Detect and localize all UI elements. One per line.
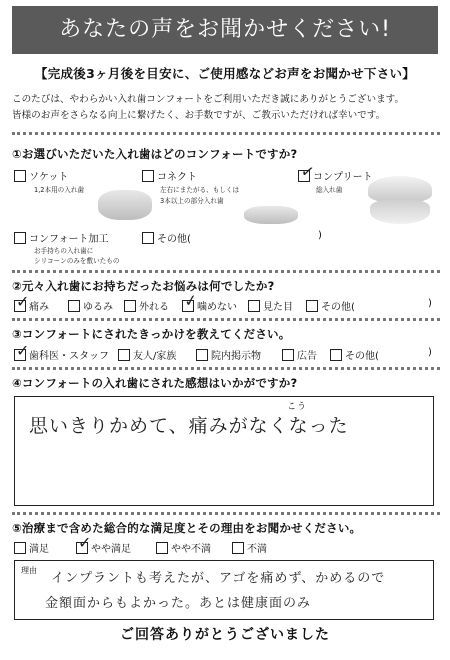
dotted-divider [12,270,440,273]
reason-handwritten-line-2: 金額面からもよかった。あとは健康面のみ [45,596,312,611]
checkbox[interactable] [14,232,26,244]
q2-other-close: ) [428,298,432,309]
q4-question: ④コンフォートの入れ歯にされた感想はいかがですか? [12,376,298,390]
checkbox[interactable] [14,542,26,554]
q3-option-advertisement[interactable] [282,347,317,362]
intro-text [12,92,442,124]
checkbox[interactable] [306,300,318,312]
option-label: ゆるみ [83,302,113,313]
intro-line-1: このたびは、やわらかい入れ歯コンフォートをご利用いただき誠にありがとうございます。 [12,94,405,105]
q4-ruby-note: こう [287,402,308,412]
option-label: その他( [157,234,191,245]
q3-option-other[interactable] [330,347,379,362]
intro-line-2: 皆様のお声をさらなる向上に繋げたく、お手数ですが、ご教示いただければ幸いです。 [12,110,386,121]
option-label: やや満足 [91,544,131,555]
option-label: 不満 [247,544,267,555]
check-mark-complete: ✓ [299,160,316,183]
check-mark-cannot-chew: ✓ [182,290,199,311]
option-label: 歯科医・スタッフ [29,351,109,362]
reason-handwritten-line-1: インプラントも考えたが、アゴを痛めず、かめるので [51,571,386,586]
option-label: 院内掲示物 [211,351,261,362]
q5-option-satisfied[interactable] [14,540,49,555]
q1-option-comfort-processing[interactable] [14,230,109,245]
dotted-divider [12,367,440,370]
checkbox[interactable] [124,300,136,312]
q1-note-processing-2: シリコーンのみを敷いたもの [34,257,120,265]
option-label: コンフォート加工 [29,234,109,245]
checkbox[interactable] [232,542,244,554]
q1-note-complete: 総入れ歯 [316,186,343,194]
reason-label: 理由 [21,566,37,575]
q3-option-clinic-poster[interactable] [196,347,261,362]
option-label: やや不満 [171,544,211,555]
q2-question: ②元々入れ歯にお持ちだったお悩みは何でしたか? [12,279,275,293]
checkbox[interactable] [282,349,294,361]
option-label: その他( [321,302,355,313]
q1-note-socket: 1,2本用の入れ歯 [34,186,85,194]
q1-note-connect-1: 左右にまたがる、もしくは [160,186,240,194]
check-mark-dental-staff: ✓ [16,341,30,360]
q2-option-appearance[interactable] [248,298,293,313]
checkbox[interactable] [118,349,130,361]
dotted-divider [12,318,440,321]
q1-option-socket[interactable] [14,168,68,183]
partial-denture-image [98,190,152,220]
q3-option-friend-family[interactable] [118,347,176,362]
checkbox[interactable] [142,232,154,244]
q3-question: ③コンフォートにされたきっかけを教えてください。 [12,327,291,341]
q5-question: ⑤治療まで含めた総合的な満足度とその理由をお聞かせください。 [12,521,362,535]
option-label: 見た目 [263,302,293,313]
option-label: その他( [345,351,379,362]
checkbox[interactable] [330,349,342,361]
option-label: 満足 [29,544,49,555]
q1-option-connect[interactable] [142,168,197,183]
q2-option-falls-out[interactable] [124,298,169,313]
q1-option-other[interactable] [142,230,191,245]
check-mark-somewhat-satisfied: ✓ [78,533,92,552]
complete-denture-image [364,176,436,226]
q2-option-other[interactable] [306,298,355,313]
checkbox[interactable] [14,170,26,182]
q5-option-dissatisfied[interactable] [232,540,267,555]
page-title-banner: あなたの声をお聞かせください! [12,6,438,54]
option-label: 痛み [29,302,49,313]
checkbox[interactable] [156,542,168,554]
q4-handwritten-answer: 思いきりかめて、痛みがなくなった [29,415,349,437]
q1-note-connect-2: 3本以上の部分入れ歯 [160,197,224,205]
connect-denture-image [244,206,298,224]
q4-answer-box[interactable] [14,396,434,506]
option-label: 友人/家族 [133,351,177,362]
q2-option-loose[interactable] [68,298,113,313]
checkbox[interactable] [68,300,80,312]
q1-question: ①お選びいただいた入れ歯はどのコンフォートですか? [12,147,298,161]
checkbox[interactable] [142,170,154,182]
checkbox[interactable] [248,300,260,312]
option-label: コネクト [157,172,197,183]
closing-thanks: ご回答ありがとうございました [120,627,330,643]
check-mark-pain: ✓ [16,292,30,311]
dotted-divider [12,132,440,135]
dotted-divider [12,512,440,515]
q1-other-close: ) [318,230,322,241]
q1-note-processing-1: お手持ちの入れ歯に [34,247,94,255]
option-label: 外れる [139,302,169,313]
checkbox[interactable] [196,349,208,361]
q5-option-somewhat-dissatisfied[interactable] [156,540,211,555]
option-label: 広告 [297,351,317,362]
subtitle: 【完成後3ヶ月後を目安に、ご使用感などお声をお聞かせ下さい】 [34,66,416,81]
q5-reason-box[interactable] [14,560,434,620]
option-label: 噛めない [197,302,237,313]
option-label: ソケット [29,172,69,183]
option-label: コンプリート [313,172,373,183]
q3-other-close: ) [428,347,432,358]
